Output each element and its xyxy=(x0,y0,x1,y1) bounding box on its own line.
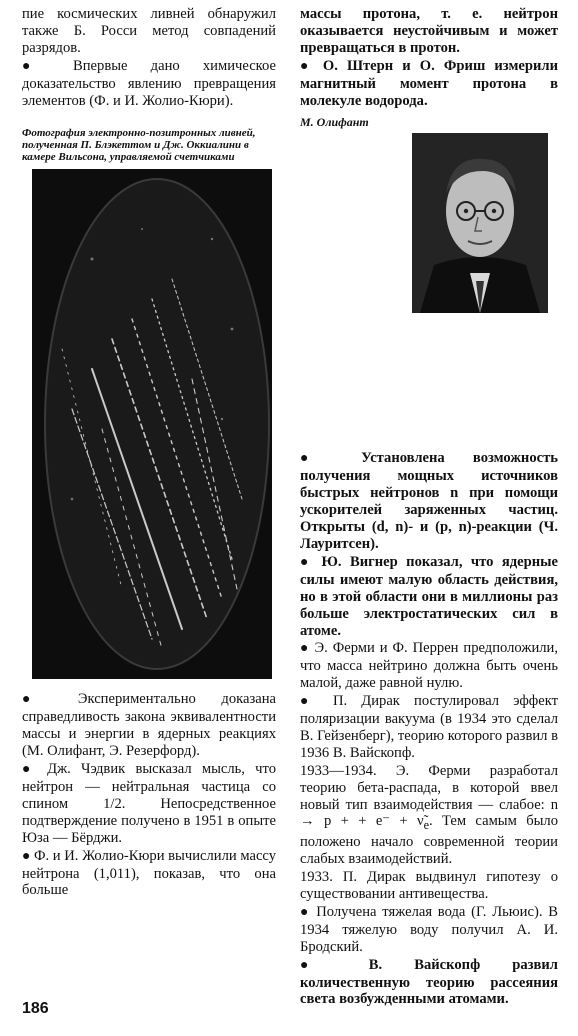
cloud-chamber-photo xyxy=(32,169,272,679)
right-paragraph-4: ● Ю. Вигнер показал, что ядерные силы имеют малую область действия, но в этой области они в миллионы раз больше электростатических сил в атоме. xyxy=(300,554,558,640)
right-column xyxy=(300,6,558,1009)
left-paragraph-4: ● Дж. Чэдвик высказал мысль, что нейтрон — нейтральная частица со спином 1/2. Непосредственное подтверждение получено в 1951 в опыте Юза — Бёрджи. xyxy=(22,761,276,847)
right-paragraph-8: 1933. П. Дирак выдвинул гипотезу о существовании антивещества. xyxy=(300,869,558,902)
left-column xyxy=(22,6,276,900)
right-paragraph-2: ● О. Штерн и О. Фриш измерили магнитный момент протона в молекуле водорода. xyxy=(300,58,558,110)
right-paragraph-10: ● В. Вайскопф развил количественную теорию рассеяния света возбужденными атомами. xyxy=(300,957,558,1009)
right-paragraph-1: массы протона, т. е. нейтрон оказывается неустойчивым и может превращаться в протон. xyxy=(300,6,558,56)
right-paragraph-3: ● Установлена возможность получения мощных источников быстрых нейтронов n при помощи ускорителей заряженных частиц. Открыты (d, n)- и (p, n)-реакции (Ч. Лауритсен). xyxy=(300,450,558,552)
left-paragraph-2: ● Впервые дано химическое доказательство явлению превращения элементов (Ф. и И. Жолио-Кюри). xyxy=(22,58,276,110)
right-paragraph-9: ● Получена тяжелая вода (Г. Льюис). В 1934 тяжелую воду получил А. И. Бродский. xyxy=(300,904,558,956)
fermi-formula-subscript: e xyxy=(423,818,429,833)
left-paragraph-1: пие космических ливней обнаружил также Б. Росси метод совпадений разрядов. xyxy=(22,6,276,56)
fermi-formula: + e⁻ + ν̃ xyxy=(358,813,424,830)
right-paragraph-6: ● П. Дирак постулировал эффект поляризации вакуума (в 1934 это сделал В. Гейзенберг), теорию которого развил в 1936 В. Вайскопф. xyxy=(300,693,558,762)
fermi-text-2: . Тем самым было положено начало современной теории слабых взаимодействий. xyxy=(300,813,559,868)
left-paragraph-3: ● Экспериментально доказана справедливость закона эквивалентности массы и энергии в ядерных реакциях (М. Олифант, Э. Резерфорд). xyxy=(22,691,276,760)
photo-caption: Фотография электронно-позитронных ливней, полученная П. Блэкеттом и Дж. Оккиалини в камере Вильсона, управляемой счетчиками xyxy=(22,127,256,164)
right-paragraph-5: ● Э. Ферми и Ф. Перрен предположили, что масса нейтрино должна быть очень малой, даже равной нулю. xyxy=(300,640,558,692)
page-number: 186 xyxy=(22,1000,49,1017)
portrait-signature: М. Олифант xyxy=(300,115,369,130)
oliphant-portrait xyxy=(412,133,548,313)
right-column-text xyxy=(300,450,558,1008)
fermi-text-1: 1933—1934. Э. Ферми разработал теорию бета-распада, в которой ввел новый тип взаимодействия — слабое: n → p + xyxy=(300,762,558,830)
right-paragraph-7 xyxy=(300,763,558,868)
left-paragraph-5: ● Ф. и И. Жолио-Кюри вычислили массу нейтрона (1,011), показав, что она больше xyxy=(22,848,276,900)
